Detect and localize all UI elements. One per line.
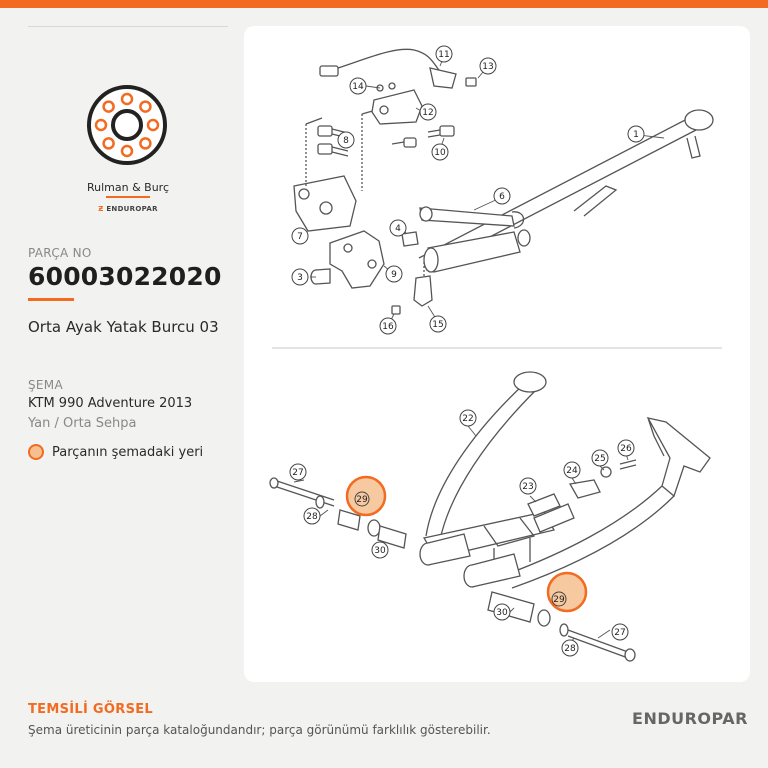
- schema-model: KTM 990 Adventure 2013: [28, 396, 193, 411]
- callout-16: [380, 318, 396, 334]
- svg-text:30: 30: [496, 608, 508, 618]
- callout-15: [430, 316, 446, 332]
- svg-text:28: 28: [564, 644, 576, 654]
- callout-27-right: [612, 624, 628, 640]
- part-number: 60003022020: [28, 262, 222, 291]
- svg-text:10: 10: [434, 148, 446, 158]
- center-stand-drawing: [270, 372, 710, 661]
- svg-text:22: 22: [462, 414, 474, 424]
- callout-25: [592, 450, 608, 466]
- svg-text:24: 24: [566, 466, 578, 476]
- brand-name: Rulman & Burç: [86, 181, 170, 194]
- legend-label: Parçanın şemadaki yeri: [52, 444, 204, 460]
- svg-text:11: 11: [438, 50, 450, 60]
- parts-diagram: [244, 26, 750, 682]
- callout-14: [350, 78, 366, 94]
- bearing-logo-icon: [86, 84, 168, 166]
- svg-text:13: 13: [482, 62, 494, 72]
- callout-3: [292, 269, 308, 285]
- bolt-10: [392, 126, 454, 147]
- callout-28-left: [304, 508, 320, 524]
- svg-text:27: 27: [614, 628, 626, 638]
- diagram-panel: [244, 26, 750, 682]
- brand-underline: [106, 196, 150, 198]
- part-title: Orta Ayak Yatak Burcu 03: [28, 318, 219, 336]
- svg-text:28: 28: [306, 512, 318, 522]
- enduropar-mark-icon: Ƶ: [98, 205, 104, 213]
- svg-text:7: 7: [297, 232, 303, 242]
- callout-27-left: [290, 464, 306, 480]
- svg-text:12: 12: [422, 108, 434, 118]
- highlight-29-right: [548, 573, 586, 611]
- callout-1: [628, 126, 644, 142]
- callout-28-right: [562, 640, 578, 656]
- svg-text:3: 3: [297, 273, 303, 283]
- legend-marker-icon: [28, 444, 44, 460]
- callout-24: [564, 462, 580, 478]
- svg-text:15: 15: [432, 320, 444, 330]
- svg-text:1: 1: [633, 130, 639, 140]
- part-number-underline: [28, 298, 74, 301]
- callout-6: [494, 188, 510, 204]
- svg-text:25: 25: [594, 454, 606, 464]
- svg-text:23: 23: [522, 482, 534, 492]
- svg-text:6: 6: [499, 192, 505, 202]
- callout-23: [520, 478, 536, 494]
- svg-text:30: 30: [374, 546, 386, 556]
- callout-11: [436, 46, 452, 62]
- svg-text:8: 8: [343, 136, 349, 146]
- svg-text:16: 16: [382, 322, 394, 332]
- sub-brand-label: ENDUROPAR: [106, 205, 158, 213]
- legend: [28, 444, 203, 460]
- top-accent-bar: [0, 0, 768, 8]
- callout-26: [618, 440, 634, 456]
- callout-10: [432, 144, 448, 160]
- highlight-29-left: [347, 477, 385, 515]
- svg-text:29: 29: [356, 495, 368, 505]
- svg-text:14: 14: [352, 82, 364, 92]
- svg-text:26: 26: [620, 444, 632, 454]
- callout-4: [390, 220, 406, 236]
- svg-text:29: 29: [553, 595, 565, 605]
- schema-label: ŞEMA: [28, 378, 63, 392]
- callout-22: [460, 410, 476, 426]
- svg-text:27: 27: [292, 468, 304, 478]
- callout-30-right: [494, 604, 510, 620]
- callout-8: [338, 132, 354, 148]
- left-bolt-stack: [270, 478, 406, 548]
- footer-title: TEMSİLİ GÖRSEL: [28, 702, 153, 717]
- svg-text:9: 9: [391, 270, 397, 280]
- callout-30-left: [372, 542, 388, 558]
- schema-category: Yan / Orta Sehpa: [28, 416, 137, 431]
- callout-12: [420, 104, 436, 120]
- callout-13: [480, 58, 496, 74]
- footer-note: Şema üreticinin parça kataloğundandır; parça görünümü farklılık gösterebilir.: [28, 723, 491, 737]
- callout-9: [386, 266, 402, 282]
- callout-7: [292, 228, 308, 244]
- sub-brand: [28, 205, 228, 213]
- footer-brand: ENDUROPAR: [632, 709, 748, 728]
- part-no-label: PARÇA NO: [28, 246, 92, 260]
- svg-text:4: 4: [395, 224, 401, 234]
- top-divider: [28, 26, 228, 27]
